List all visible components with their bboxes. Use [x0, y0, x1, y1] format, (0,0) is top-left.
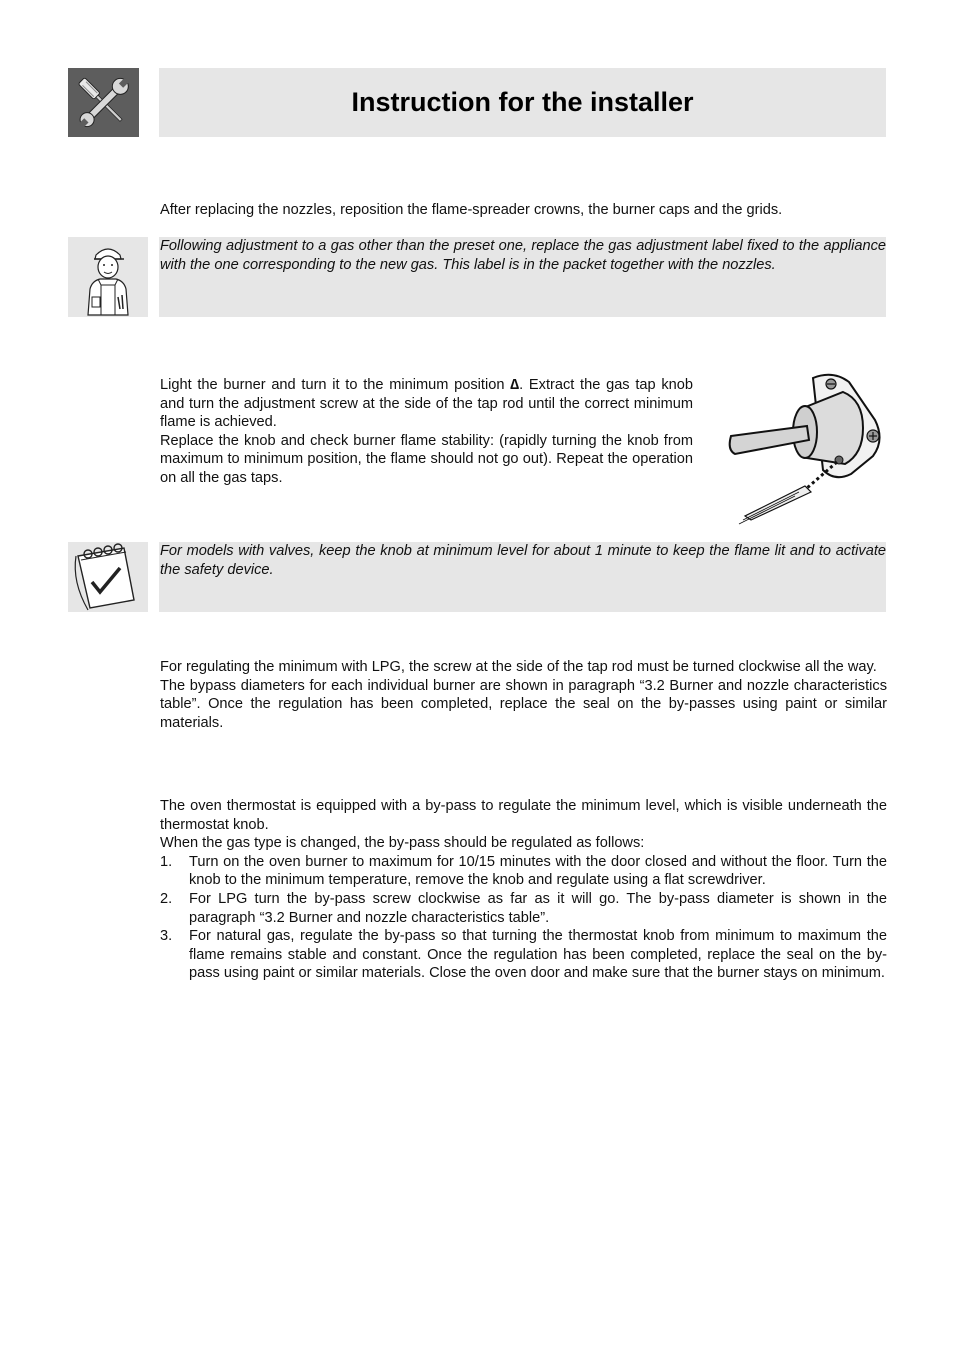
- technician-icon: [68, 237, 148, 317]
- page-title: Instruction for the installer: [351, 87, 694, 117]
- regulation-steps: [160, 853, 887, 983]
- valves-note-text: For models with valves, keep the knob at minimum level for about 1 minute to keep the flame lit and to activate the safety device.: [160, 543, 886, 578]
- minimum-position-symbol: ∆: [510, 377, 520, 393]
- step-number: 2.: [160, 890, 173, 907]
- lpg-minimum-text: For regulating the minimum with LPG, the screw at the side of the tap rod must be turned clockwise all the way.: [160, 659, 877, 675]
- step-number: 1.: [160, 853, 173, 870]
- minimum-flame-text: [160, 376, 693, 432]
- bypass-diameters-text: The bypass diameters for each individual burner are shown in paragraph “3.2 Burner and nozzle characteristics table”. Once the regulation has been completed, replace the seal on the by-passes using paint or similar materials.: [160, 677, 887, 731]
- section-minimum-flame: [160, 376, 693, 488]
- list-item: [160, 890, 887, 927]
- gas-label-note-text: Following adjustment to a gas other than the preset one, replace the gas adjustment label fixed to the appliance with the one corresponding to the new gas. This label is in the packet together with the nozzles.: [160, 238, 886, 273]
- reposition-text: After replacing the nozzles, reposition the flame-spreader crowns, the burner caps and the grids.: [160, 202, 783, 218]
- header-bar: [159, 68, 886, 137]
- gas-tap-screwdriver-illustration: [725, 370, 887, 526]
- gas-label-note: [159, 237, 886, 317]
- notepad-check-icon: [68, 542, 148, 612]
- section-oven-thermostat: [160, 797, 887, 983]
- step-text: For natural gas, regulate the by-pass so that turning the thermostat knob from minimum to maximum the flame remains stable and constant. Once the regulation has been completed, replace the seal on the by-pass using paint or similar materials. Close the oven door and make sure that the burner stays on minimum.: [189, 928, 887, 982]
- valves-note: [159, 542, 886, 612]
- step-text: For LPG turn the by-pass screw clockwise as far as it will go. The by-pass diameter is shown in the paragraph “3.2 Burner and nozzle characteristics table”.: [189, 890, 887, 926]
- oven-thermostat-text: The oven thermostat is equipped with a by-pass to regulate the minimum level, which is visible underneath the thermostat knob.: [160, 798, 887, 833]
- step-text: Turn on the oven burner to maximum for 10/15 minutes with the door closed and without the floor. Turn the knob to the minimum temperature, remove the knob and regulate using a flat screwdriver.: [189, 853, 887, 889]
- flame-stability-text: Replace the knob and check burner flame stability: (rapidly turning the knob from maximum to minimum position, the flame should not go out). Repeat the operation on all the gas taps.: [160, 432, 693, 486]
- list-item: [160, 927, 887, 983]
- section-lpg-minimum: [160, 658, 887, 732]
- tools-icon: [68, 68, 139, 137]
- step-number: 3.: [160, 928, 173, 945]
- list-item: [160, 853, 887, 890]
- section-reposition: [160, 201, 887, 220]
- minimum-flame-text-b: . Extract the gas tap knob and turn the adjustment screw at the side of the tap rod until the correct minimum flame is achieved.: [160, 377, 694, 431]
- minimum-flame-text-a: Light the burner and turn it to the minimum position: [160, 377, 511, 393]
- gas-change-text: When the gas type is changed, the by-pass should be regulated as follows:: [160, 835, 645, 852]
